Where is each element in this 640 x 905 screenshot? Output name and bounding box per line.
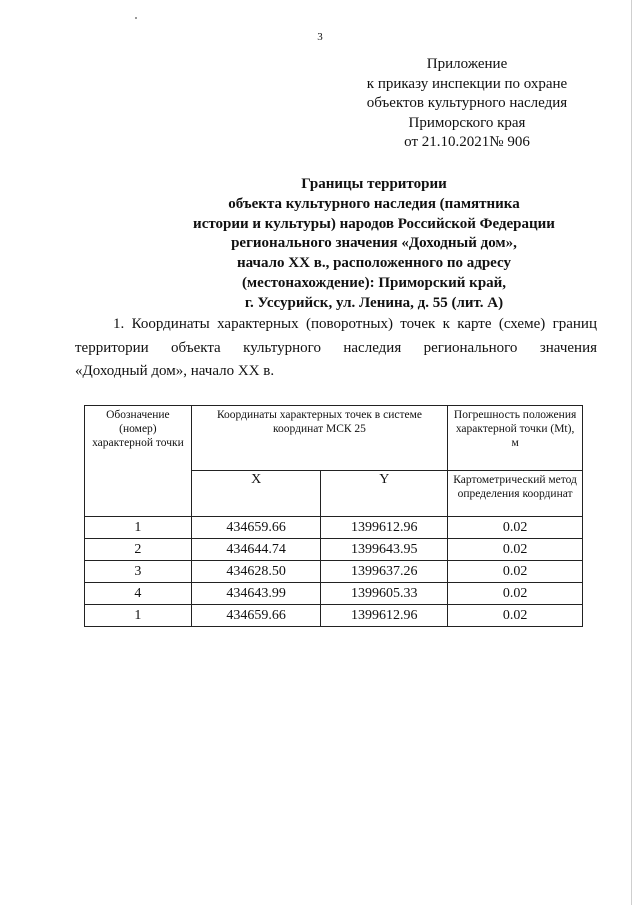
title-line: (местонахождение): Приморский край,: [241, 274, 507, 291]
coordinates-table: [84, 405, 583, 627]
appendix-line: Приложение: [426, 56, 508, 72]
title-line: объекта культурного наследия (памятника: [228, 195, 520, 212]
header-y: Y: [321, 471, 448, 517]
paragraph-line: территории объекта культурного наследия регионального значения: [75, 339, 597, 356]
paragraph-line: «Доходный дом», начало XX в.: [75, 363, 275, 379]
table-row: [85, 583, 583, 605]
cell-mt: 0.02: [448, 517, 583, 539]
cell-point: 1: [85, 605, 192, 627]
body-paragraph: [75, 313, 597, 384]
header-method: Картометрический метод определения координат: [448, 471, 583, 517]
cell-y: 1399612.96: [321, 605, 448, 627]
appendix-line: к приказу инспекции по охране: [366, 75, 568, 92]
scan-edge: [631, 0, 632, 905]
title-line: г. Уссурийск, ул. Ленина, д. 55 (лит. А): [244, 294, 504, 311]
cell-point: 3: [85, 561, 192, 583]
header-coords: Координаты характерных точек в системе координат МСК 25: [191, 406, 447, 471]
scan-speck: [135, 17, 137, 19]
appendix-line: объектов культурного наследия: [366, 95, 568, 111]
title-line: начало XX в., расположенного по адресу: [237, 255, 511, 272]
cell-x: 434659.66: [191, 517, 321, 539]
header-x: X: [191, 471, 321, 517]
table-row: [85, 605, 583, 627]
cell-y: 1399637.26: [321, 561, 448, 583]
cell-mt: 0.02: [448, 605, 583, 627]
cell-x: 434659.66: [191, 605, 321, 627]
header-point: Обозначение (номер) характерной точки: [85, 406, 192, 517]
paragraph-line: 1. Координаты характерных (поворотных) точек к карте (схеме) границ: [113, 316, 597, 332]
cell-mt: 0.02: [448, 539, 583, 561]
document-title: [150, 175, 598, 314]
page-number: 3: [317, 31, 323, 43]
cell-x: 434628.50: [191, 561, 321, 583]
appendix-block: [352, 55, 582, 153]
title-line: Границы территории: [301, 176, 447, 192]
cell-mt: 0.02: [448, 561, 583, 583]
header-accuracy: Погрешность положения характерной точки (Mt), м: [448, 406, 583, 471]
cell-x: 434644.74: [191, 539, 321, 561]
title-line: истории и культуры) народов Российской Федерации: [193, 215, 555, 232]
cell-y: 1399612.96: [321, 517, 448, 539]
cell-point: 1: [85, 517, 192, 539]
appendix-line: Приморского края: [408, 114, 526, 131]
cell-point: 2: [85, 539, 192, 561]
table-row: [85, 539, 583, 561]
title-line: регионального значения «Доходный дом»,: [231, 235, 517, 252]
appendix-line: от 21.10.2021№ 906: [404, 134, 530, 150]
table-row: [85, 517, 583, 539]
cell-point: 4: [85, 583, 192, 605]
cell-x: 434643.99: [191, 583, 321, 605]
cell-y: 1399605.33: [321, 583, 448, 605]
cell-y: 1399643.95: [321, 539, 448, 561]
table-row: [85, 561, 583, 583]
cell-mt: 0.02: [448, 583, 583, 605]
